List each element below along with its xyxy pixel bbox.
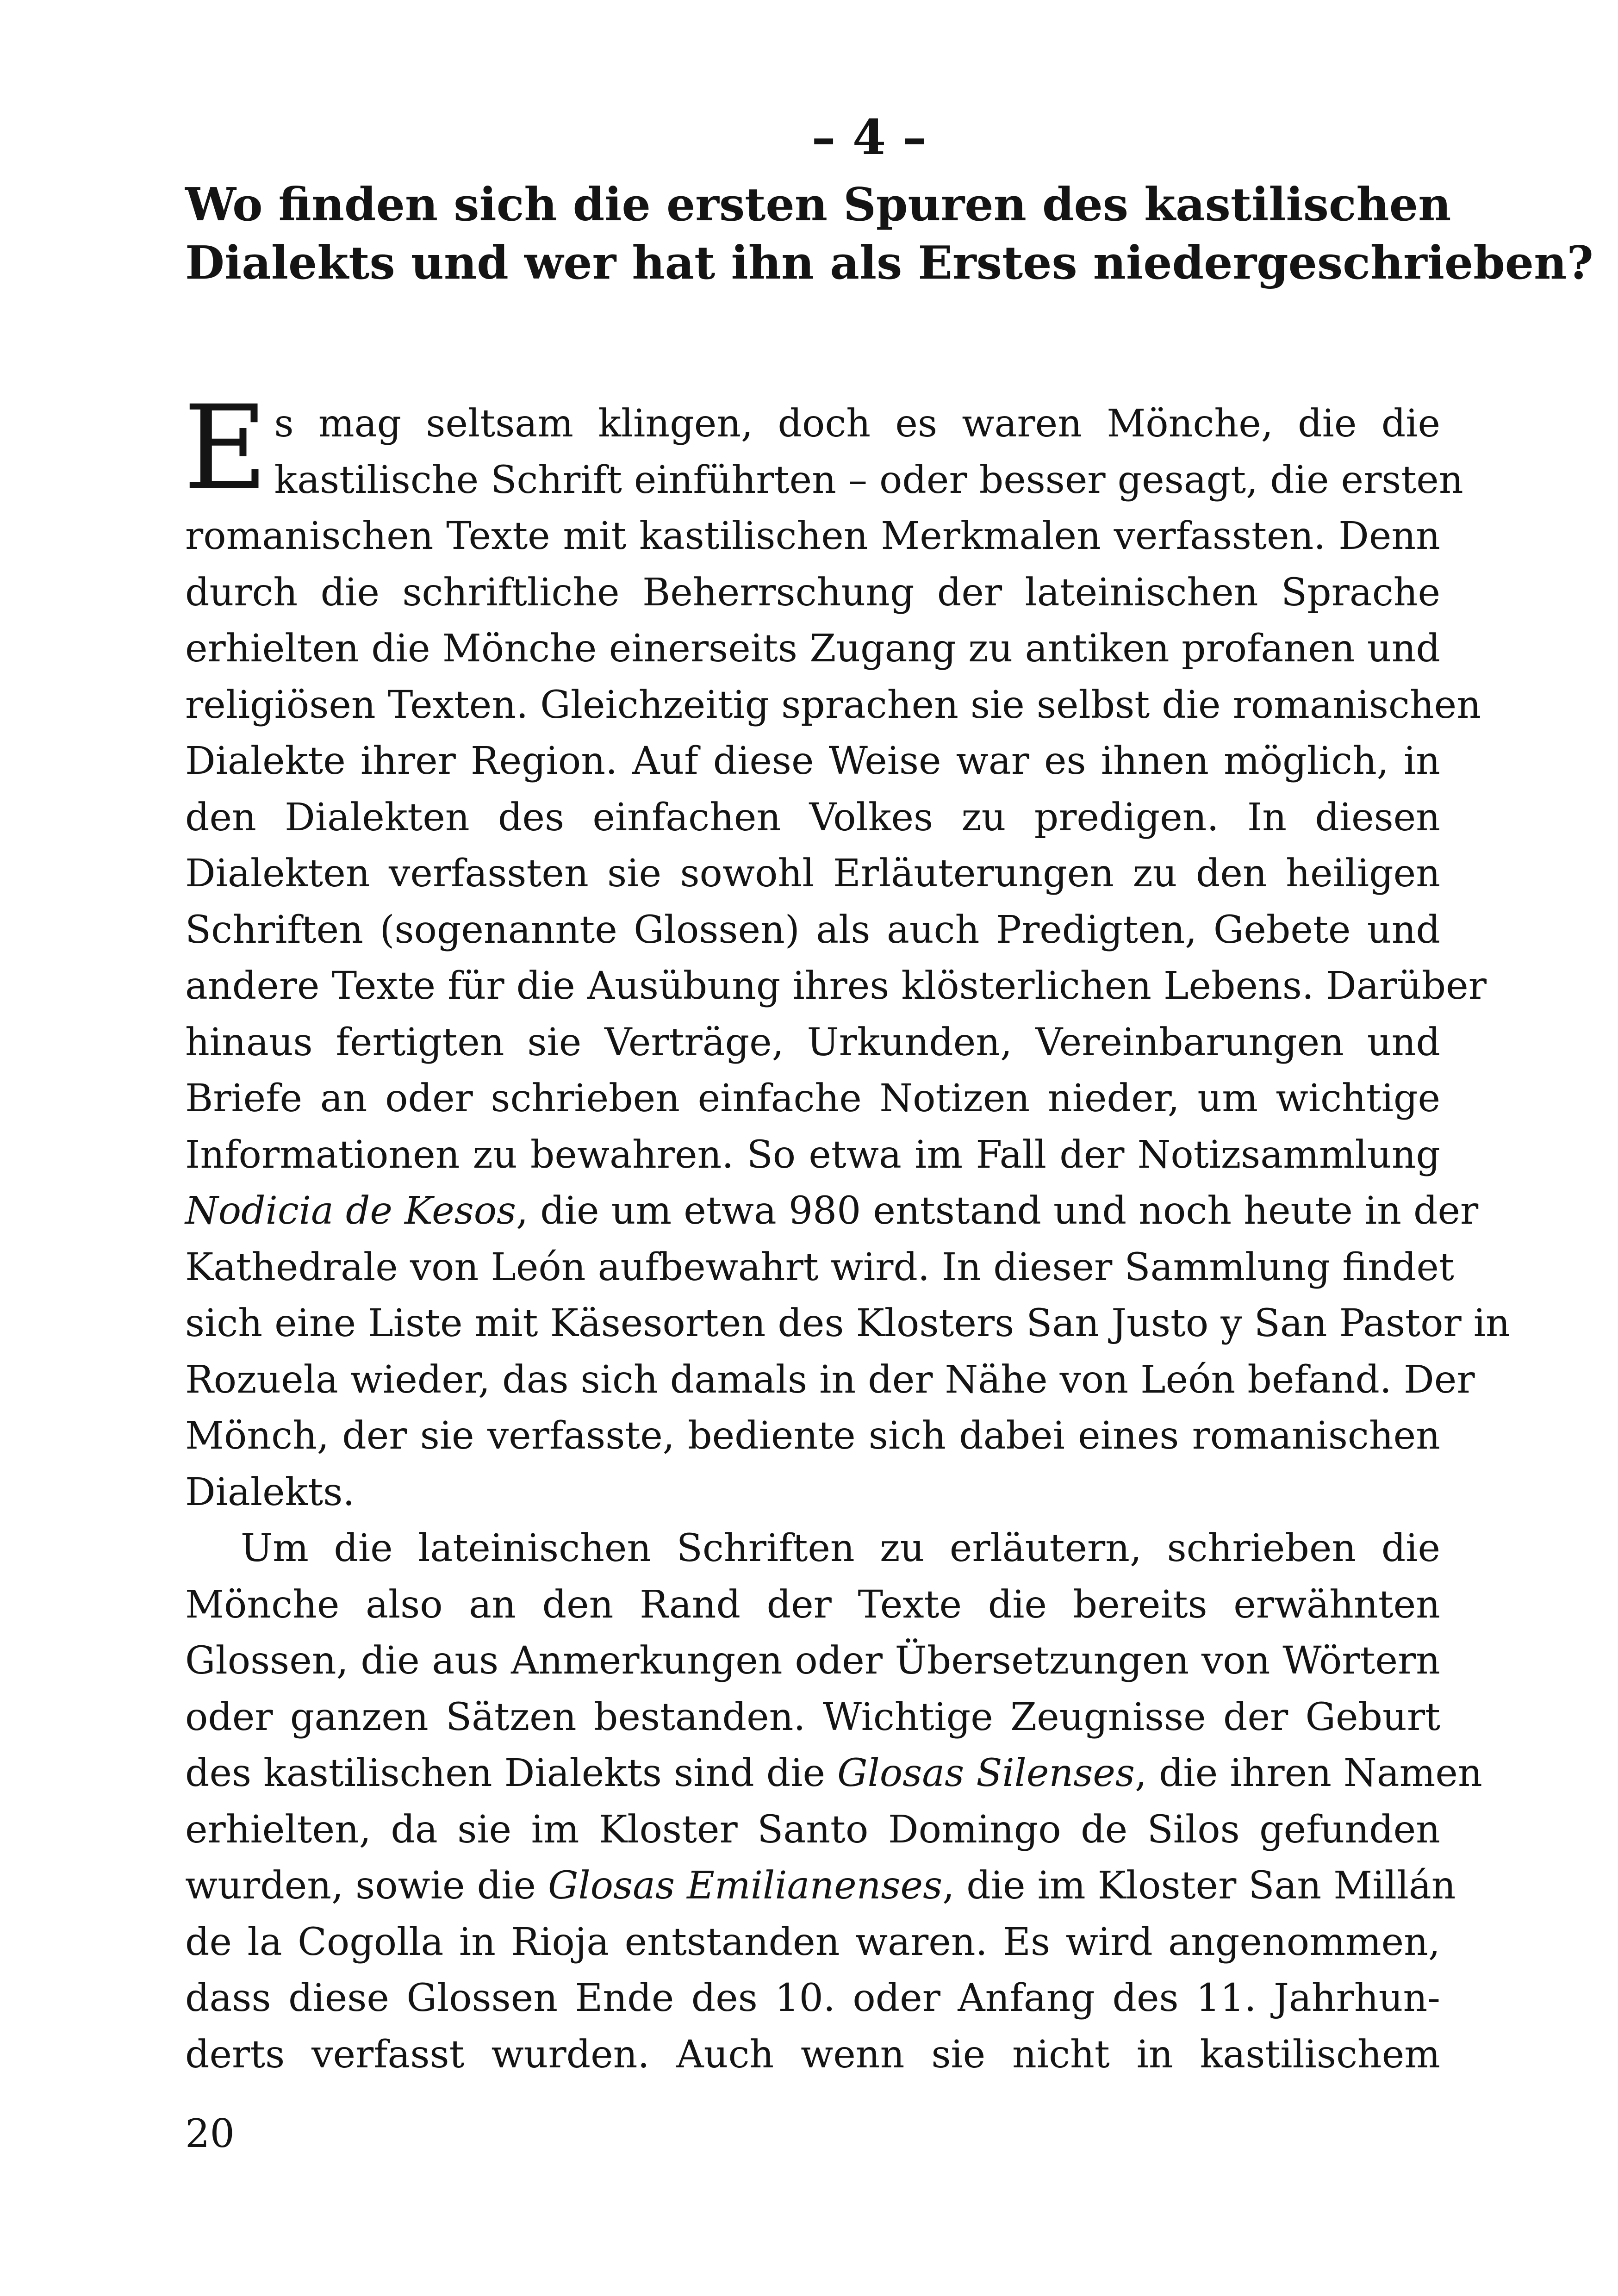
text-line: Kathedrale von León aufbewahrt wird. In dieser Sammlung findet xyxy=(185,1245,1454,1289)
page-number: 20 xyxy=(185,2111,235,2156)
chapter-number: – 4 – xyxy=(811,109,927,166)
text-line: hinaus fertigten sie Verträge, Urkunden, Vereinbarungen und xyxy=(185,1020,1440,1064)
chapter-title xyxy=(185,176,1593,292)
text-fragment: , die im Kloster San Millán xyxy=(942,1864,1456,1908)
text-line: erhielten, da sie im Kloster Santo Domingo de Silos gefunden xyxy=(185,1807,1440,1852)
text-line: religiösen Texten. Gleichzeitig sprachen sie selbst die romanischen xyxy=(185,683,1481,727)
text-line xyxy=(185,1858,1456,1914)
text-line: andere Texte für die Ausübung ihres klösterlichen Lebens. Darüber xyxy=(185,964,1487,1008)
text-fragment: , die ihren Namen xyxy=(1134,1751,1482,1795)
text-line: Dialekte ihrer Region. Auf diese Weise war es ihnen möglich, in xyxy=(185,739,1440,783)
text-line xyxy=(185,1183,1479,1239)
italic-title: Nodicia de Kesos xyxy=(185,1189,517,1233)
text-line: Um die lateinischen Schriften zu erläutern, schrieben die xyxy=(241,1526,1440,1570)
text-line: Mönche also an den Rand der Texte die bereits erwähnten xyxy=(185,1582,1440,1627)
text-fragment: wurden, sowie die xyxy=(185,1864,548,1908)
text-line: Schriften (sogenannte Glossen) als auch Predigten, Gebete und xyxy=(185,908,1440,952)
chapter-title-line-2: Dialekts und wer hat ihn als Erstes niedergeschrieben? xyxy=(185,236,1593,290)
text-fragment: des kastilischen Dialekts sind die xyxy=(185,1751,838,1795)
text-line: Dialekten verfassten sie sowohl Erläuterungen zu den heiligen xyxy=(185,852,1440,896)
text-line: Informationen zu bewahren. So etwa im Fall der Notizsammlung xyxy=(185,1132,1440,1177)
text-fragment: , die um etwa 980 entstand und noch heute in der xyxy=(516,1189,1479,1233)
paragraph-1 xyxy=(183,380,1510,1520)
text-line: den Dialekten des einfachen Volkes zu predigen. In diesen xyxy=(185,795,1440,840)
text-line xyxy=(185,1745,1482,1802)
text-line: durch die schriftliche Beherrschung der lateinischen Sprache xyxy=(185,570,1440,615)
text-line: derts verfasst wurden. Auch wenn sie nicht in kastilischem xyxy=(185,2032,1440,2077)
text-line: romanischen Texte mit kastilischen Merkmalen verfassten. Denn xyxy=(185,514,1440,558)
chapter-title-line-1: Wo finden sich die ersten Spuren des kastilischen xyxy=(185,178,1451,231)
text-line: Briefe an oder schrieben einfache Notizen nieder, um wichtige xyxy=(185,1076,1440,1120)
text-line: oder ganzen Sätzen bestanden. Wichtige Zeugnisse der Geburt xyxy=(185,1695,1440,1739)
text-line: Mönch, der sie verfasste, bediente sich dabei eines romanischen xyxy=(185,1414,1440,1458)
body-text xyxy=(183,380,1510,2083)
text-line: Glossen, die aus Anmerkungen oder Übersetzungen von Wörtern xyxy=(185,1639,1440,1683)
text-line: dass diese Glossen Ende des 10. oder Anfang des 11. Jahrhun- xyxy=(185,1976,1440,2020)
text-line: sich eine Liste mit Käsesorten des Klosters San Justo y San Pastor in xyxy=(185,1301,1510,1345)
drop-cap: E xyxy=(183,380,268,515)
italic-title: Glosas Emilianenses xyxy=(548,1864,943,1908)
text-line: de la Cogolla in Rioja entstanden waren. Es wird angenommen, xyxy=(185,1920,1440,1964)
text-line: s mag seltsam klingen, doch es waren Mönche, die die xyxy=(274,402,1440,446)
text-line: Rozuela wieder, das sich damals in der Nähe von León befand. Der xyxy=(185,1357,1475,1402)
paragraph-2 xyxy=(185,1520,1482,2083)
text-line: erhielten die Mönche einerseits Zugang zu antiken profanen und xyxy=(185,627,1440,671)
text-line: Dialekts. xyxy=(185,1470,355,1514)
italic-title: Glosas Silenses xyxy=(837,1751,1135,1795)
text-line: kastilische Schrift einführten – oder besser gesagt, die ersten xyxy=(274,458,1463,502)
